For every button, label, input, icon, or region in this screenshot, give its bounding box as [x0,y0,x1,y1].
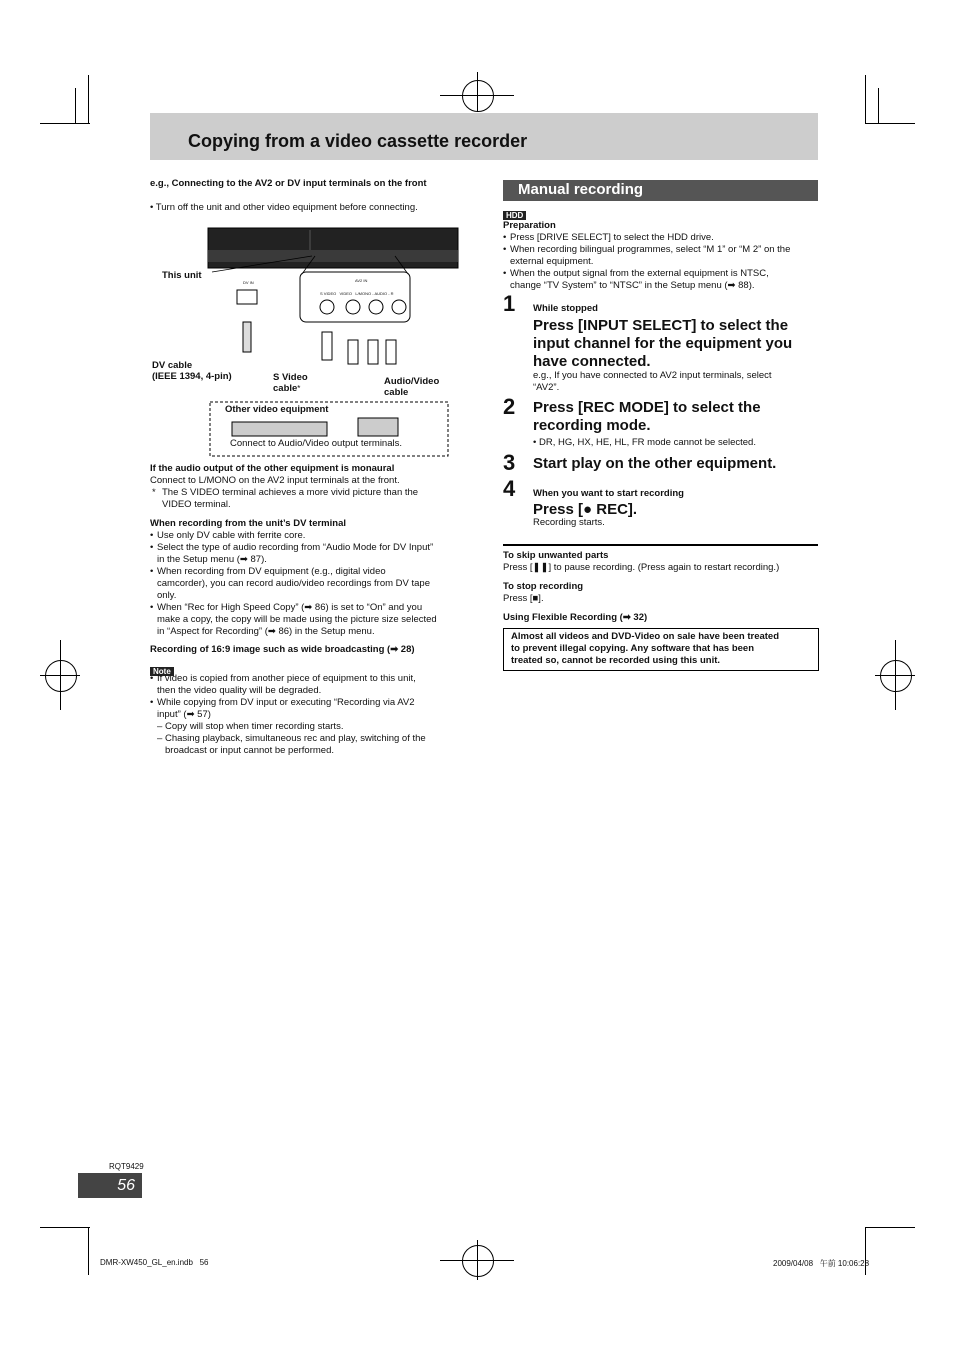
prep-bullet-text: Press [DRIVE SELECT] to select the HDD drive. [510,232,714,243]
registration-mark [880,660,912,692]
note-section [150,673,470,757]
note-dash-item [150,733,470,745]
dash-mark: – [157,721,163,732]
dv-bullet-text: in the Setup menu (➡ 87). [157,554,267,565]
step-2-sub-text: DR, HG, HX, HE, HL, FR mode cannot be selected. [538,437,756,448]
crop-mark [865,1227,915,1228]
step-3-number: 3 [503,450,516,475]
step-2-sub: • DR, HG, HX, HE, HL, FR mode cannot be selected. [533,437,756,448]
prep-bullet [503,232,823,244]
dv-bullet [150,614,470,626]
dv-bullet [150,590,470,602]
s-video-cable-label-line: S Video [273,372,308,383]
divider [503,544,818,546]
video-jack [346,300,360,314]
rqt-code: RQT9429 [109,1162,144,1171]
dv-plug [243,322,251,352]
footnote-mark: * [297,384,301,393]
step-3-heading: Start play on the other equipment. [533,455,777,472]
dv-bullet-text: Use only DV cable with ferrite core. [157,530,306,541]
dv-bullet-text: in “Aspect for Recording” (➡ 86) in the Setup menu. [157,626,375,637]
bullet-mark: • [503,232,507,243]
skip-heading: To skip unwanted parts [503,550,609,561]
crop-mark [477,72,478,112]
s-video-plug [322,332,332,360]
dv-bullet-text: When “Rec for High Speed Copy” (➡ 86) is set to “On” and you [157,602,423,613]
s-video-cable-label-line: cable [273,383,298,394]
preparation-section [503,220,823,292]
crop-mark [865,123,915,124]
prep-bullet [503,256,823,268]
hdd-label: HDD [503,211,526,220]
registration-mark [462,1245,494,1277]
note-dash-item [150,745,470,757]
dv-cable-label-line: DV cable [152,360,193,371]
dv-bullet-text: make a copy, the copy will be made using the picture size selected [157,614,437,625]
bullet-mark: • [503,244,507,255]
s-video-cable-label [273,372,308,394]
step-2-number: 2 [503,394,516,419]
footnote-line: The S VIDEO terminal achieves a more vivid picture than the [162,487,419,498]
crop-mark [878,88,879,123]
connection-diagram-svg [150,222,460,462]
step-1-heading [533,317,792,371]
step-4-number: 4 [503,476,516,501]
example-heading: e.g., Connecting to the AV2 or DV input terminals on the front [150,178,427,189]
this-unit-label: This unit [162,270,202,281]
note-bullet-text: then the video quality will be degraded. [157,685,322,696]
dv-bullet [150,626,470,638]
wide-heading: Recording of 16:9 image such as wide broadcasting (➡ 28) [150,644,415,655]
page-number-box [78,1173,142,1198]
dv-bullet [150,566,470,578]
footnote [150,487,460,499]
note-bullet-text: If video is copied from another piece of equipment to this unit, [157,673,416,684]
section-title: Manual recording [518,181,644,198]
monaural-block [150,463,460,511]
note-bullet [150,709,470,721]
step-heading-line: have connected. [533,353,651,370]
stop-heading: To stop recording [503,581,584,592]
audio-l-jack [369,300,383,314]
audio-r-plug [386,340,396,364]
dv-bullet [150,554,470,566]
note-bullet-text: input” (➡ 57) [157,709,211,720]
dv-heading: When recording from the unit’s DV terminal [150,518,346,529]
dv-bullet-text: only. [157,590,177,601]
note-bullets [150,673,470,721]
note-bullet-text: While copying from DV input or executing “Recording via AV2 [157,697,415,708]
stop-text: Press [■]. [503,593,544,604]
extra-section [503,550,823,624]
other-equipment-panel [358,418,398,436]
connect-note: Connect to Audio/Video output terminals. [230,438,402,449]
s-video-jack [320,300,334,314]
step-heading-line: Press [INPUT SELECT] to select the [533,317,789,334]
crop-mark [895,640,896,710]
note-bullet [150,685,470,697]
note-bullet [150,697,470,709]
turn-off-note: • Turn off the unit and other video equipment before connecting. [150,202,418,213]
av-cable-label-line: Audio/Video [384,376,440,387]
monaural-text: Connect to L/MONO on the AV2 input terminals at the front. [150,475,400,486]
skip-text: Press [❚❚] to pause recording. (Press again to restart recording.) [503,562,780,573]
dv-in-label: DV IN [243,280,254,285]
crop-mark [75,88,76,123]
prep-bullet [503,268,823,280]
prep-bullet-text: external equipment. [510,256,594,267]
step-heading-line: input channel for the equipment you [533,335,793,352]
connection-diagram [150,222,460,462]
page-number: 56 [117,1177,135,1194]
step-sub-line: e.g., If you have connected to AV2 input terminals, select [533,370,772,381]
note-dash-text: Copy will stop when timer recording starts. [165,721,344,732]
warning-line: Almost all videos and DVD-Video on sale have been treated [511,631,780,642]
crop-mark [60,640,61,710]
warning-box [503,628,819,671]
crop-mark [88,1227,89,1275]
turn-off-text: Turn off the unit and other video equipment before connecting. [155,202,418,213]
registration-mark [45,660,77,692]
step-1-number: 1 [503,291,516,316]
note-dash-item [150,721,470,733]
dv-terminal [237,290,257,304]
video-plug [348,340,358,364]
dv-cable-label-line: (IEEE 1394, 4-pin) [152,371,232,382]
crop-mark [865,75,866,123]
page-title: Copying from a video cassette recorder [188,131,528,151]
dv-bullets [150,530,470,638]
av2-in-label: AV2 IN [355,278,368,283]
dv-bullet-text: Select the type of audio recording from “Audio Mode for DV Input” [157,542,434,553]
note-label: Note [150,667,174,676]
step-1-pre: While stopped [533,303,598,314]
prep-bullet-text: change “TV System” to “NTSC” in the Setup menu (➡ 88). [510,280,755,291]
av-cable-label-line: cable [384,387,409,398]
crop-mark [40,1227,90,1228]
warning-line: treated so, cannot be recorded using this unit. [511,655,721,666]
audio-l-plug [368,340,378,364]
step-2-heading [533,399,761,435]
dv-bullet [150,602,470,614]
other-equipment-label: Other video equipment [225,404,329,415]
step-heading-line: recording mode. [533,417,651,434]
prep-bullet [503,280,823,292]
note-dash-text: Chasing playback, simultaneous rec and play, switching of the [165,733,426,744]
step-4-pre: When you want to start recording [533,488,684,499]
prep-bullet-text: When recording bilingual programmes, select “M 1” or “M 2” on the [510,244,791,255]
footnote-mark: * [152,487,156,498]
bullet-mark: • [150,673,154,684]
recorder-panel [208,250,458,262]
step-sub-line: “AV2”. [533,382,560,393]
timestamp: 2009/04/08 午前 10:06:28 [773,1259,870,1268]
bullet-mark: • [150,602,154,613]
bullet-mark: • [503,268,507,279]
dv-section [150,518,470,638]
step-4-sub: Recording starts. [533,517,605,528]
bullet-mark: • [150,542,154,553]
crop-mark [40,123,90,124]
step-heading-line: Press [REC MODE] to select the [533,399,761,416]
step-4-heading: Press [● REC]. [533,501,638,518]
dash-mark: – [157,733,163,744]
bullet-mark: • [150,566,154,577]
preparation-heading: Preparation [503,220,556,231]
dv-bullet-text: camcorder), you can record audio/video recordings from DV tape [157,578,430,589]
dv-bullet [150,530,470,542]
registration-mark [462,80,494,112]
crop-mark [477,1240,478,1280]
bullet-mark: • [150,697,154,708]
preparation-bullets [503,232,823,292]
av-cable-label [384,376,439,398]
audio-r-jack [392,300,406,314]
crop-mark [88,75,89,123]
file-name: DMR-XW450_GL_en.indb 56 [100,1258,209,1267]
terminal-labels: S VIDEO VIDEO L/MONO - AUDIO - R [320,291,394,296]
dv-bullet [150,578,470,590]
warning-line: to prevent illegal copying. Any software that has been [511,643,755,654]
other-equipment-panel [232,422,327,436]
prep-bullet-text: When the output signal from the external equipment is NTSC, [510,268,769,279]
note-bullet [150,673,470,685]
flexible-heading: Using Flexible Recording (➡ 32) [503,612,648,623]
footnote-line: VIDEO terminal. [162,499,231,510]
dv-cable-label [152,360,232,382]
prep-bullet [503,244,823,256]
monaural-heading: If the audio output of the other equipment is monaural [150,463,395,474]
dv-bullet-text: When recording from DV equipment (e.g., digital video [157,566,386,577]
step-1-sub [533,370,772,394]
note-dash-text: broadcast or input cannot be performed. [165,745,334,756]
note-dashes [150,721,470,757]
dv-bullet [150,542,470,554]
bullet-mark: • [150,530,154,541]
